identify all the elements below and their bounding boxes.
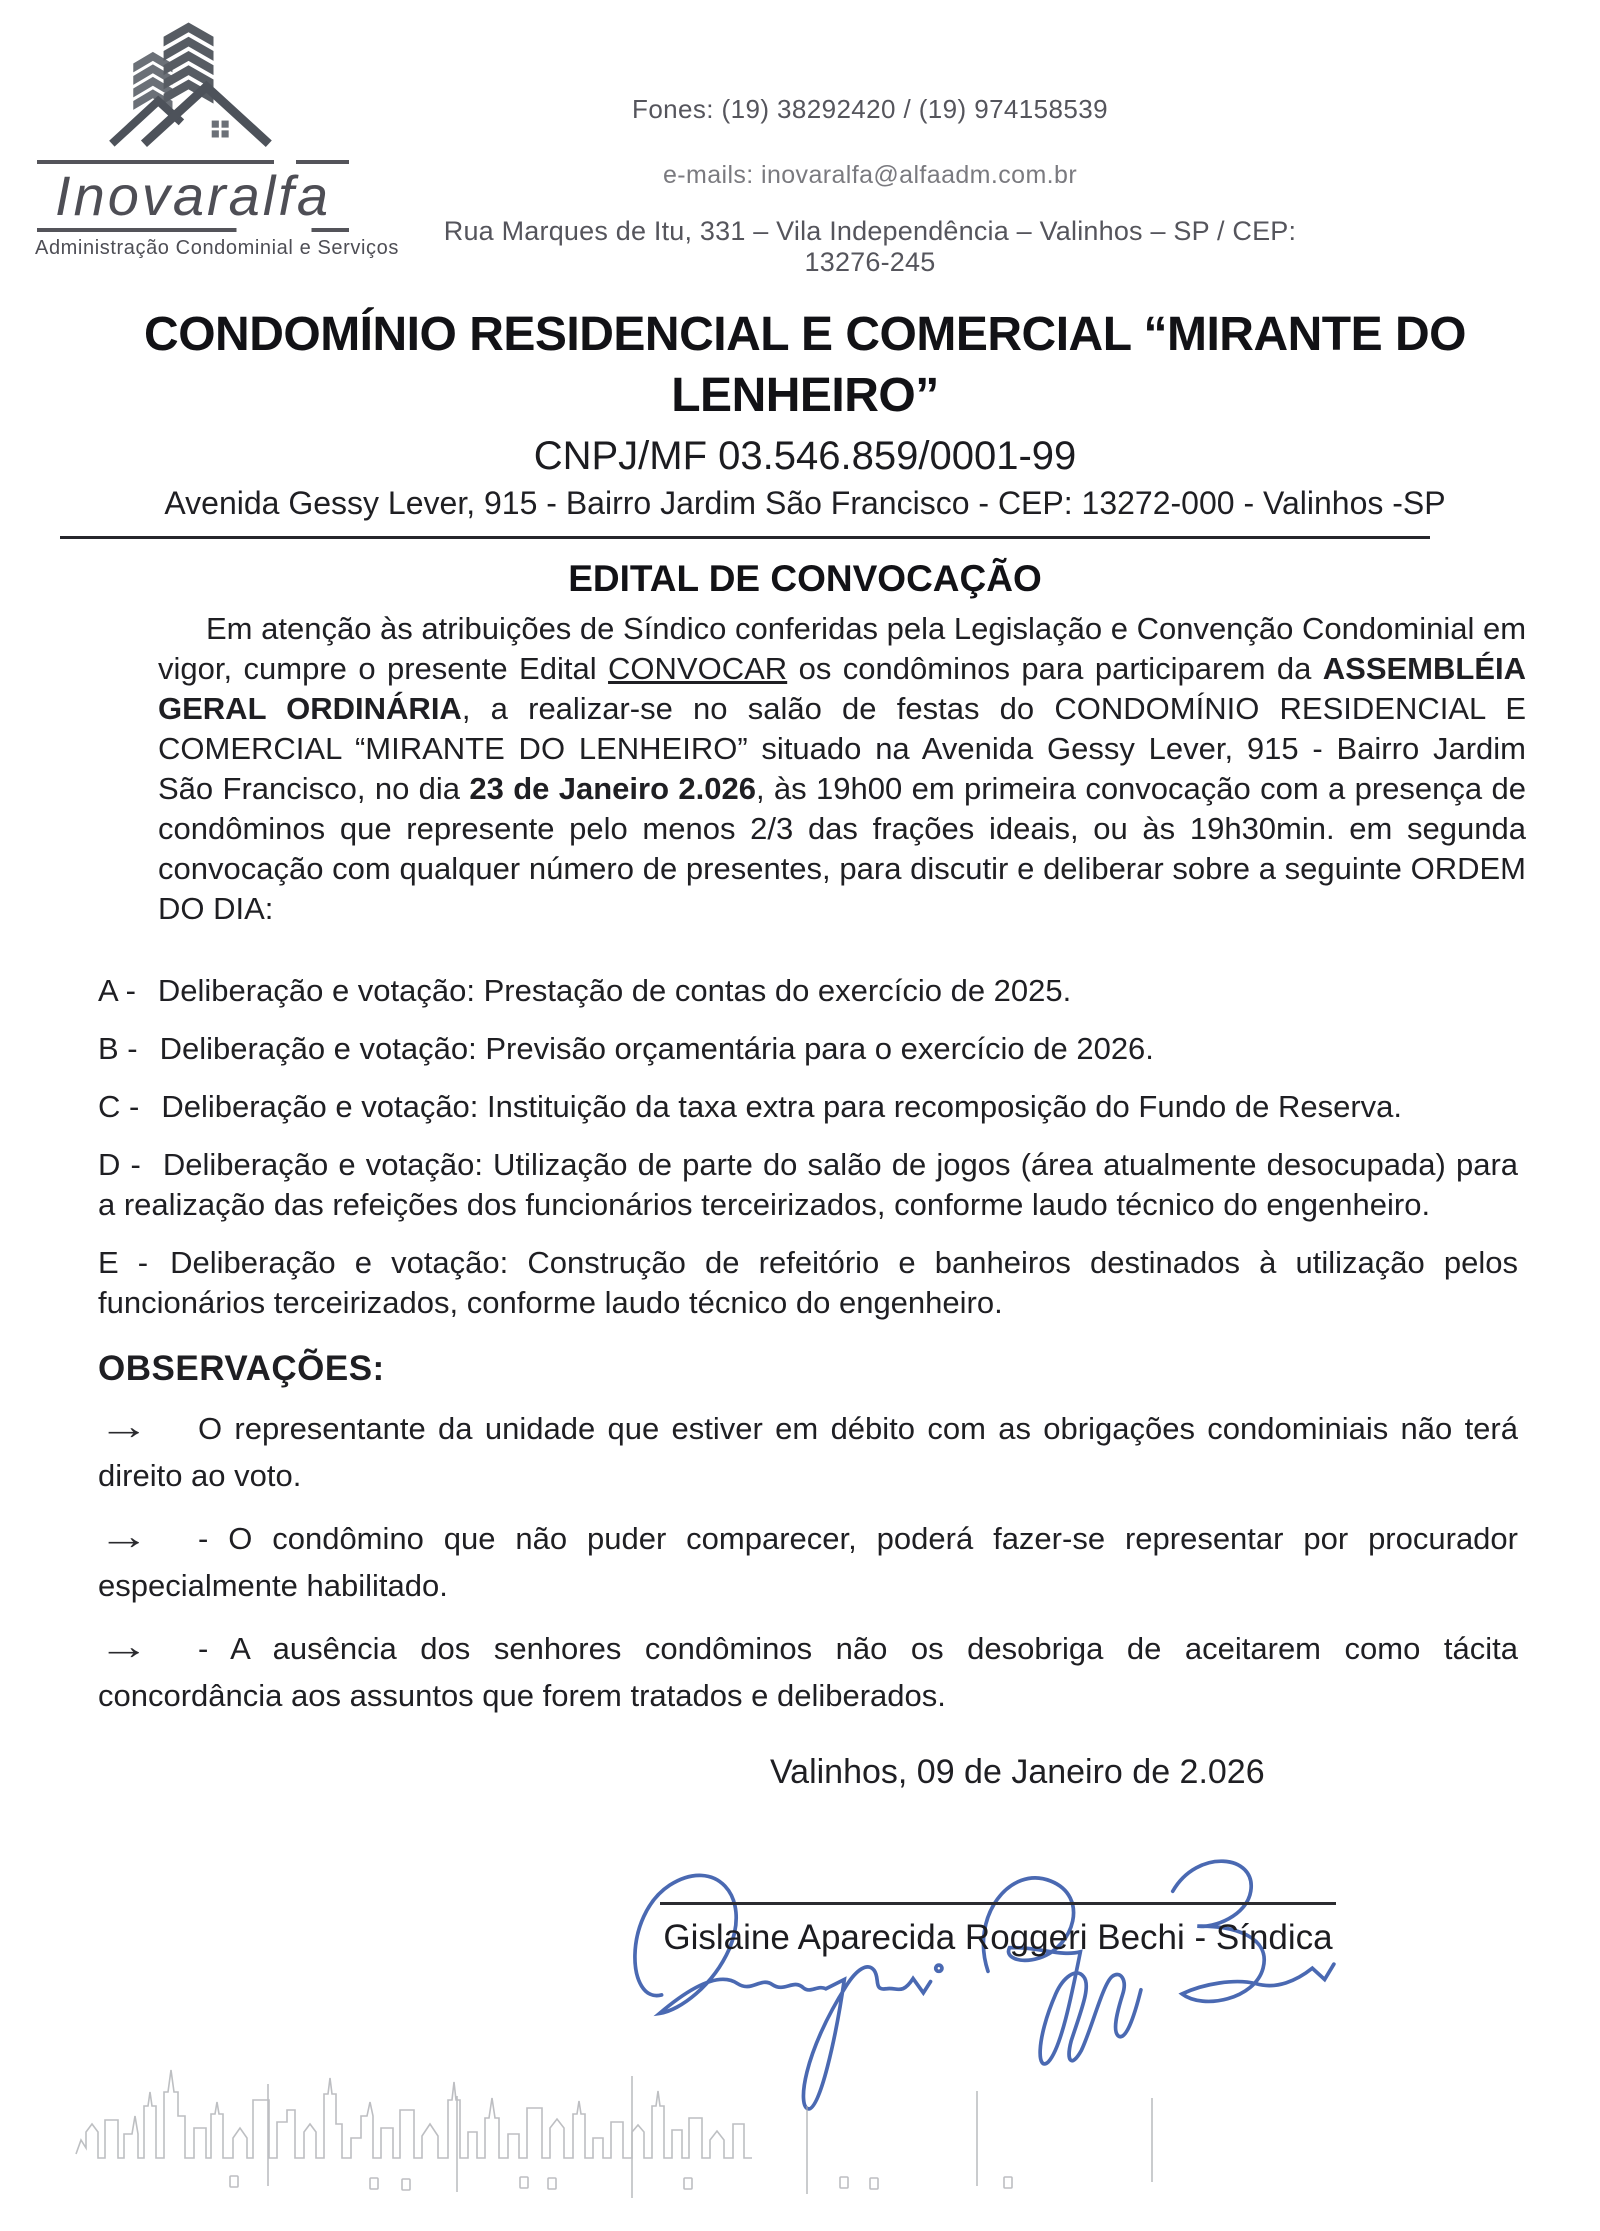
- intro-segment: 23 de Janeiro 2.026: [469, 771, 756, 806]
- contact-address: Rua Marques de Itu, 331 – Vila Independência – Valinhos – SP / CEP: 13276-245: [443, 216, 1297, 277]
- intro-segment: , a realizar-se no salão de festas do CONDOMÍNIO RESIDENCIAL E COMERCIAL “MIRANTE DO LENHEIRO” situado na Avenida Gessy Lever, 915 - Bairro Jardim São Francisco, no dia: [158, 691, 1526, 806]
- date-line: Valinhos, 09 de Janeiro de 2.026: [770, 1753, 1265, 1791]
- header-divider: [60, 536, 1430, 539]
- observations-list: [98, 1404, 1518, 1719]
- intro-segment: Em atenção às atribuições de Síndico conferidas pela Legislação e Convenção Condominial em vigor, cumpre o presente Edital: [158, 611, 1527, 686]
- observation-item: [98, 1514, 1518, 1609]
- buildings-house-logo-icon: [35, 10, 351, 158]
- condo-address: Avenida Gessy Lever, 915 - Bairro Jardim São Francisco - CEP: 13272-000 - Valinhos -SP: [164, 485, 1446, 521]
- condo-title-line2: LENHEIRO”: [671, 369, 939, 422]
- agenda-list: [98, 971, 1519, 1323]
- logo-tagline: Administração Condominial e Serviços: [35, 237, 399, 259]
- contact-block: [420, 94, 1320, 278]
- agenda-item: [98, 1145, 1518, 1225]
- intro-segment: ASSEMBLÉIA GERAL ORDINÁRIA: [158, 651, 1526, 726]
- logo-wordmark: Inovaralfa: [55, 164, 331, 227]
- signatory-name: Gislaine Aparecida Roggeri Bechi - Síndica: [663, 1918, 1333, 1957]
- agenda-item-text: Deliberação e votação: Instituição da taxa extra para recomposição do Fundo de Reserva.: [161, 1089, 1403, 1124]
- agenda-item-label: E -: [98, 1245, 149, 1280]
- observations-heading: OBSERVAÇÕES:: [98, 1349, 385, 1388]
- agenda-item: [98, 1029, 1518, 1069]
- contact-phones: Fones: (19) 38292420 / (19) 974158539: [632, 94, 1108, 124]
- observation-item: [98, 1624, 1518, 1719]
- agenda-item-text: Deliberação e votação: Utilização de parte do salão de jogos (área atualmente desocupada) para a realização das refeições dos funcionários terceirizados, conforme laudo técnico do engenheiro.: [98, 1147, 1519, 1222]
- intro-segment: , às 19h00 em primeira convocação com a presença de condôminos que represente pelo menos 2/3 das frações ideais, ou às 19h30min. em segunda convocação com qualquer número de presentes, para discutir e deliberar sobre a seguinte ORDEM DO DIA:: [158, 771, 1526, 926]
- observations-section: [98, 1349, 1518, 1719]
- intro-paragraph: [158, 609, 1526, 929]
- condo-title: [98, 304, 1512, 426]
- agenda-item: [98, 1087, 1518, 1127]
- logo-rule-bottom: [37, 228, 349, 232]
- agenda-item-label: D -: [98, 1147, 141, 1182]
- agenda-item-label: B -: [98, 1031, 138, 1066]
- agenda-item: [98, 971, 1518, 1011]
- agenda-item-text: Deliberação e votação: Prestação de contas do exercício de 2025.: [157, 973, 1072, 1008]
- intro-segment: CONVOCAR: [608, 651, 788, 686]
- observation-text: - A ausência dos senhores condôminos não os desobriga de aceitarem como tácita concordância aos assuntos que forem tratados e deliberados.: [98, 1631, 1518, 1713]
- cnpj-line: CNPJ/MF 03.546.859/0001-99: [533, 434, 1077, 478]
- condo-title-line1: CONDOMÍNIO RESIDENCIAL E COMERCIAL “MIRANTE DO: [144, 308, 1466, 361]
- contact-emails: e-mails: inovaralfa@alfaadm.com.br: [662, 161, 1078, 189]
- signature-line: [660, 1902, 1336, 1905]
- city-skyline-watermark: [72, 2036, 1172, 2211]
- agenda-item-text: Deliberação e votação: Previsão orçamentária para o exercício de 2026.: [159, 1031, 1154, 1066]
- agenda-item: [98, 1243, 1518, 1323]
- observation-text: O representante da unidade que estiver em débito com as obrigações condominiais não terá direito ao voto.: [98, 1411, 1518, 1493]
- signature-block: [98, 1792, 1512, 2042]
- letterhead: [35, 0, 1512, 292]
- arrow-right-icon: →: [98, 1406, 150, 1448]
- observation-item: [98, 1404, 1518, 1499]
- arrow-right-icon: →: [98, 1516, 150, 1558]
- company-logo: [35, 10, 399, 260]
- observation-text: - O condômino que não puder comparecer, poderá fazer-se representar por procurador especialmente habilitado.: [98, 1521, 1518, 1603]
- agenda-item-text: Deliberação e votação: Construção de refeitório e banheiros destinados à utilização pelos funcionários terceirizados, conforme laudo técnico do engenheiro.: [98, 1245, 1518, 1320]
- document-heading: EDITAL DE CONVOCAÇÃO: [568, 558, 1042, 599]
- intro-segment: os condôminos para participarem da: [787, 651, 1323, 686]
- arrow-right-icon: →: [98, 1626, 150, 1668]
- agenda-item-label: C -: [98, 1089, 140, 1124]
- agenda-item-label: A -: [98, 973, 136, 1008]
